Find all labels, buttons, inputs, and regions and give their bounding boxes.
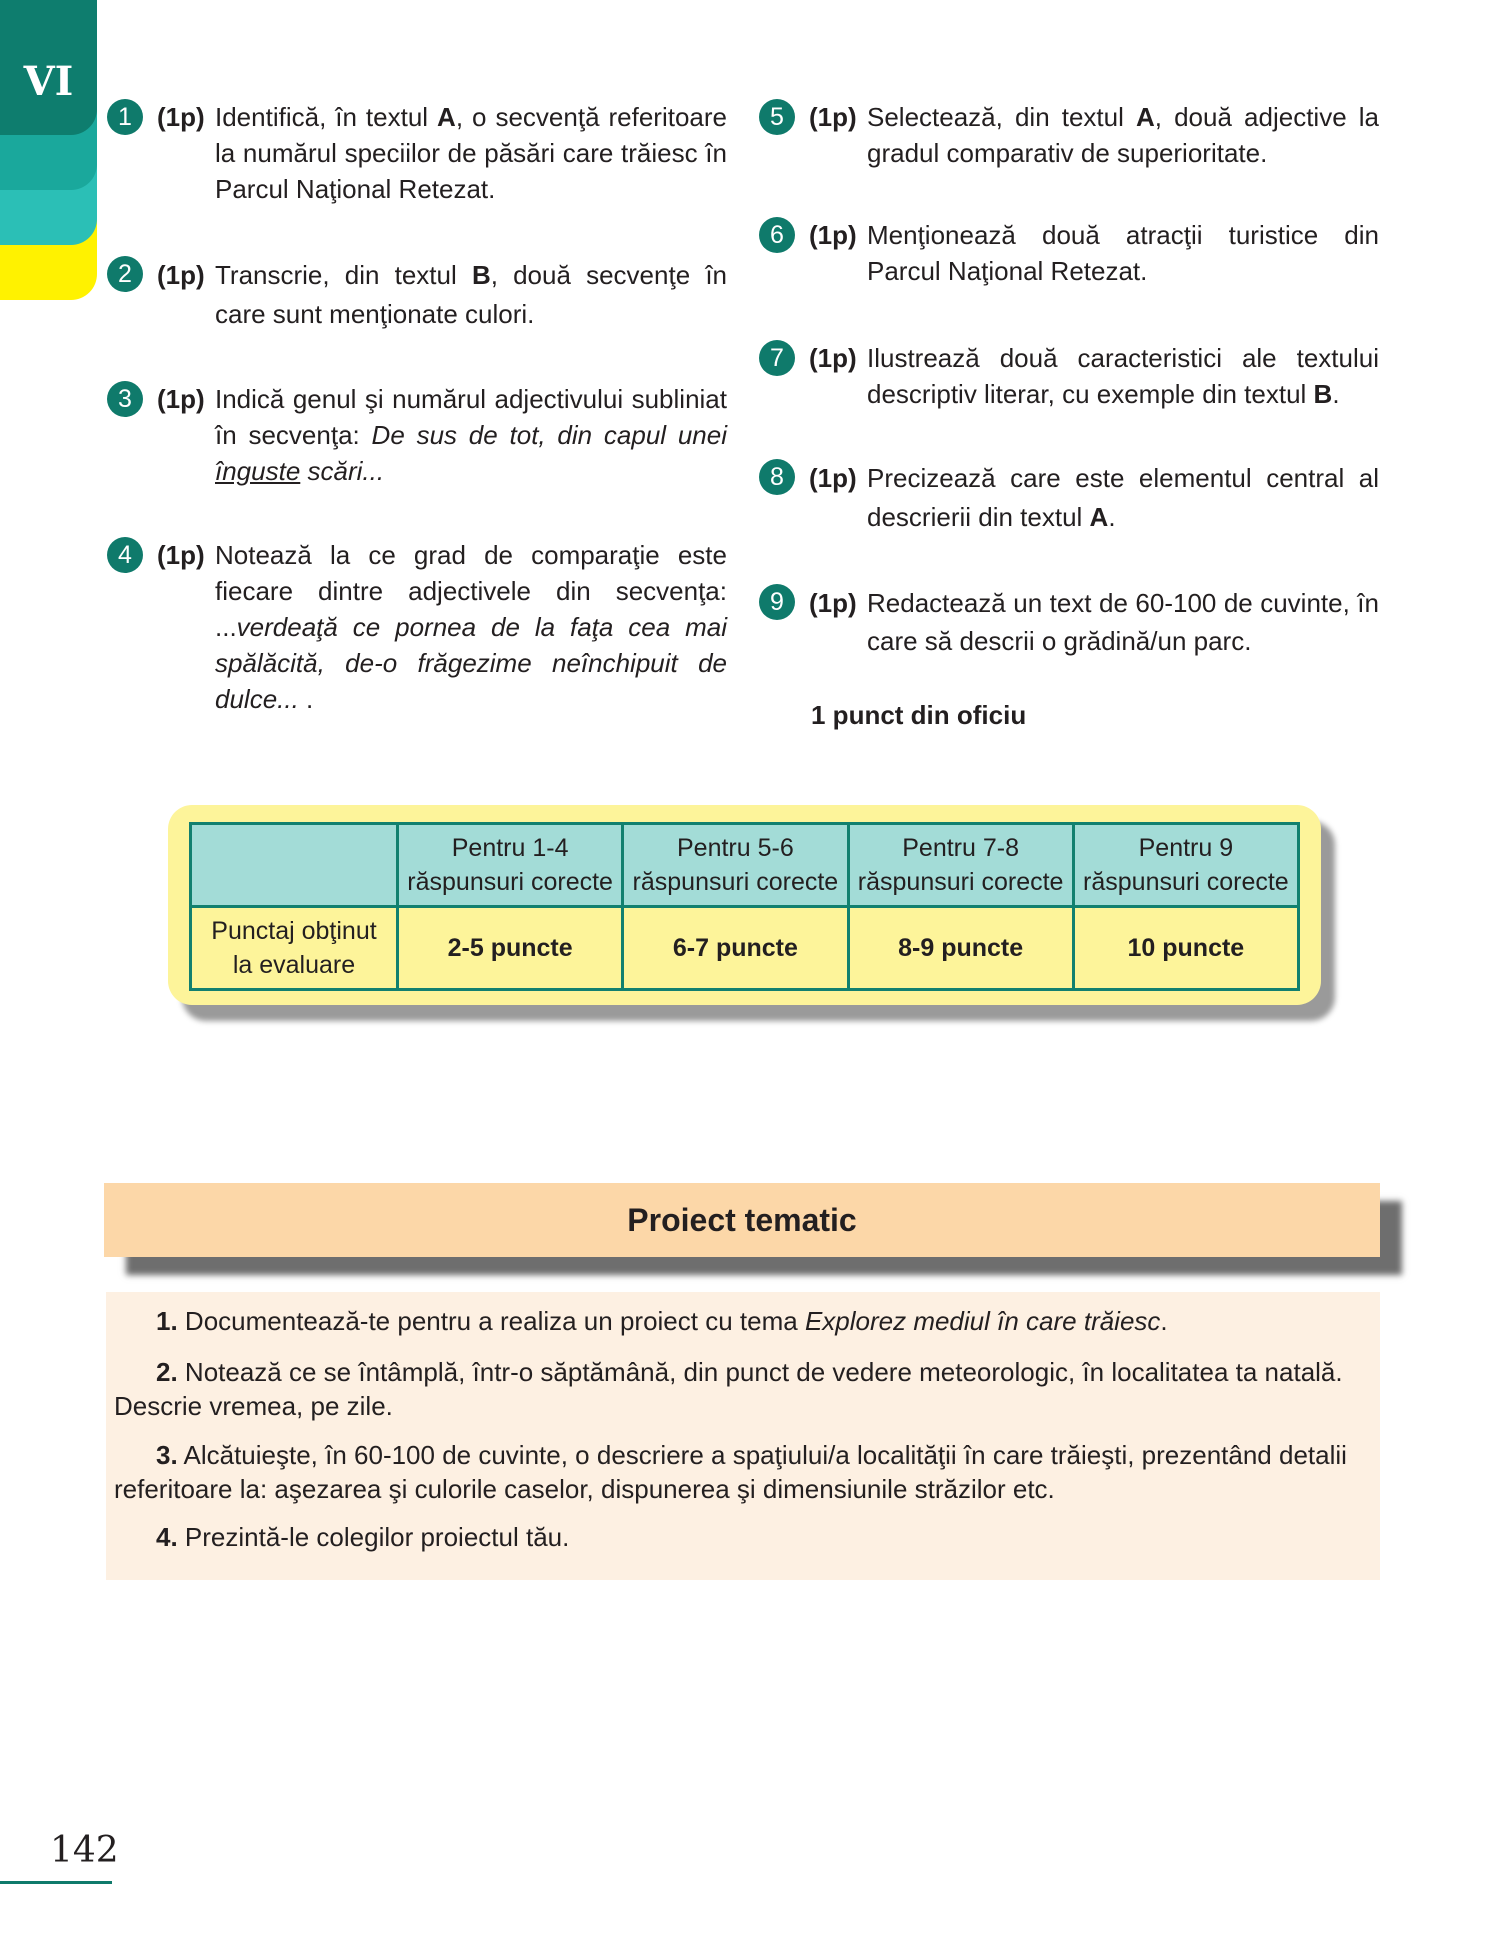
question-number-badge: 8	[759, 459, 795, 495]
bonus-point-note: 1 punct din oficiu	[811, 700, 1027, 730]
project-item: 1. Documentează-te pentru a realiza un proiect cu tema Explorez mediul în care trăiesc.	[156, 1306, 1168, 1336]
question-number-badge: 4	[107, 537, 143, 573]
score-table-corner	[191, 824, 398, 907]
question-6: 6 (1p) Menţionează două atracţii turistice din Parcul Naţional Retezat.	[759, 217, 1379, 289]
question-9: 9 (1p) Redactează un text de 60-100 de cuvinte, în care să descrii o grădină/un parc.	[759, 584, 1379, 660]
question-number-badge: 5	[759, 99, 795, 135]
score-table	[189, 822, 1300, 991]
score-value: 6-7 puncte	[623, 907, 848, 990]
question-points: (1p)	[809, 220, 857, 250]
score-value: 2-5 puncte	[398, 907, 623, 990]
score-header: Pentru 9 răspunsuri corecte	[1073, 824, 1298, 907]
score-value: 8-9 puncte	[848, 907, 1073, 990]
question-number-badge: 6	[759, 217, 795, 253]
question-8: 8 (1p) Precizează care este elementul central al descrierii din textul A.	[759, 459, 1379, 537]
question-number-badge: 7	[759, 340, 795, 376]
question-3: 3 (1p) Indică genul şi numărul adjectivului subliniat în secvenţa: De sus de tot, din capul unei înguste scări...	[107, 381, 727, 489]
project-box	[106, 1292, 1380, 1580]
question-4: 4 (1p) Notează la ce grad de comparaţie este fiecare dintre adjectivele din secvenţa: ...verdeaţă ce pornea de la faţa cea mai spălăcită, de-o frăgezime neînchipuit de dulce... .	[107, 537, 727, 717]
question-5: 5 (1p) Selectează, din textul A, două adjective la gradul comparativ de superioritate.	[759, 99, 1379, 171]
question-points: (1p)	[157, 540, 205, 570]
project-item: 4. Prezintă-le colegilor proiectul tău.	[156, 1522, 570, 1552]
score-value: 10 puncte	[1073, 907, 1298, 990]
question-number-badge: 3	[107, 381, 143, 417]
question-points: (1p)	[809, 343, 857, 373]
page-number: 142	[50, 1830, 119, 1871]
chapter-label: VI	[23, 58, 74, 105]
project-item: 3. Alcătuieşte, în 60-100 de cuvinte, o descriere a spaţiului/a localităţii în care trăieşti, prezentând detalii referitoare la: aşezarea şi culorile caselor, dispunerea şi dimensiunile străzilor etc.	[114, 1440, 1347, 1504]
page-number-underline	[0, 1881, 112, 1884]
question-points: (1p)	[809, 102, 857, 132]
project-title: Proiect tematic	[104, 1183, 1380, 1257]
project-item: 2. Notează ce se întâmplă, într-o săptămână, din punct de vedere meteorologic, în localitatea ta natală. Descrie vremea, pe zile.	[114, 1357, 1343, 1421]
question-number-badge: 9	[759, 584, 795, 620]
question-points: (1p)	[809, 588, 857, 618]
question-points: (1p)	[157, 260, 205, 290]
question-number-badge: 1	[107, 99, 143, 135]
question-points: (1p)	[157, 384, 205, 414]
question-1: 1 (1p) Identifică, în textul A, o secvenţă referitoare la numărul speciilor de păsări care trăiesc în Parcul Naţional Retezat.	[107, 99, 727, 207]
score-header: Pentru 7-8 răspunsuri corecte	[848, 824, 1073, 907]
question-7: 7 (1p) Ilustrează două caracteristici ale textului descriptiv literar, cu exemple din textul B.	[759, 340, 1379, 412]
question-points: (1p)	[809, 463, 857, 493]
question-points: (1p)	[157, 102, 205, 132]
score-header: Pentru 1-4 răspunsuri corecte	[398, 824, 623, 907]
score-row-label: Punctaj obţinut la evaluare	[191, 907, 398, 990]
question-2: 2 (1p) Transcrie, din textul B, două secvenţe în care sunt menţionate culori.	[107, 256, 727, 334]
score-header: Pentru 5-6 răspunsuri corecte	[623, 824, 848, 907]
question-number-badge: 2	[107, 256, 143, 292]
